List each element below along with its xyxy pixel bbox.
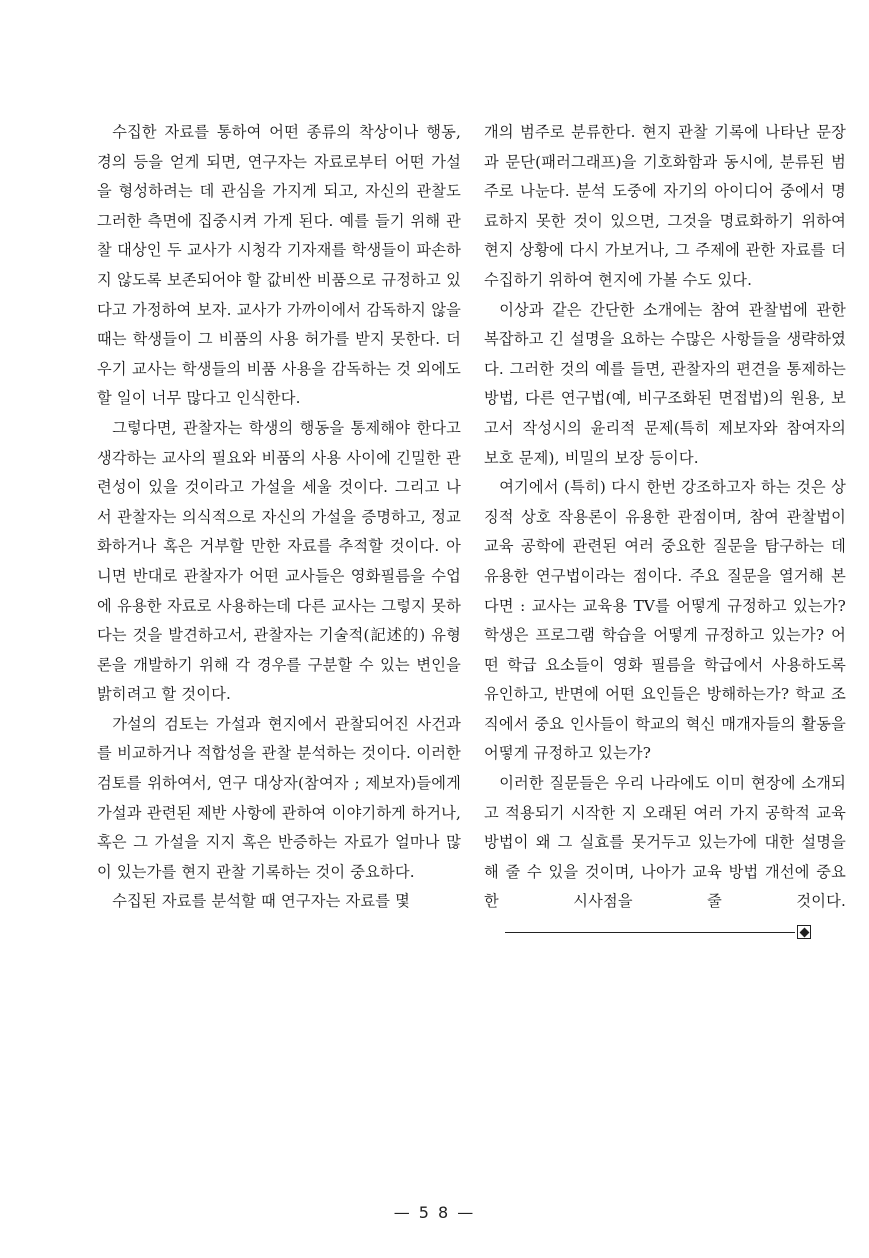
body-paragraph-text: 이러한 질문들은 우리 나라에도 이미 현장에 소개되고 적용되기 시작한 지 오래된 여러 가지 공학적 교육 방법이 왜 그 실효를 못거두고 있는가에 대한 설명을 해 줄 수 있을 것이며, 나아가 교육 방법 개선에 중요한 시사점을 줄 것이다.	[484, 774, 846, 911]
body-paragraph: 개의 범주로 분류한다. 현지 관찰 기록에 나타난 문장과 문단(패러그래프)을 기호화함과 동시에, 분류된 범주로 나눈다. 분석 도중에 자기의 아이디어 중에서 명료하지 못한 것이 있으면, 그것을 명료화하기 위하여 현지 상황에 다시 가보거나, 그 주제에 관한 자료를 더 수집하기 위하여 현지에 가볼 수도 있다.	[484, 123, 846, 289]
right-column	[484, 118, 846, 947]
body-paragraph: 여기에서 (특히) 다시 한번 강조하고자 하는 것은 상징적 상호 작용론이 유용한 관점이며, 참여 관찰법이 교육 공학에 관련된 여러 중요한 질문을 탐구하는 데 유용한 연구법이라는 점이다. 주요 질문을 열거해 본다면 : 교사는 교육용 TV를 어떻게 규정하고 있는가? 학생은 프로그램 학습을 어떻게 규정하고 있는가? 어떤 학급 요소들이 영화 필름을 학급에서 사용하도록 유인하고, 반면에 어떤 요인들은 방해하는가? 학교 조직에서 중요 인사들이 학교의 혁신 매개자들의 활동을 어떻게 규정하고 있는가?	[484, 478, 846, 763]
end-diamond-icon	[797, 925, 811, 939]
body-paragraph: 가설의 검토는 가설과 현지에서 관찰되어진 사건과를 비교하거나 적합성을 관찰 분석하는 것이다. 이러한 검토를 위하여서, 연구 대상자(참여자 ; 제보자)들에게 가설과 관련된 제반 사항에 관하여 이야기하게 하거나, 혹은 그 가설을 지지 혹은 반증하는 자료가 얼마나 많이 있는가를 현지 관찰 기록하는 것이 중요하다.	[97, 714, 461, 881]
body-paragraph: 그렇다면, 관찰자는 학생의 행동을 통제해야 한다고 생각하는 교사의 필요와 비품의 사용 사이에 긴밀한 관련성이 있을 것이라고 가설을 세울 것이다. 그리고 나서 관찰자는 의식적으로 자신의 가설을 증명하고, 정교화하거나 혹은 거부할 만한 자료를 추적할 것이다. 아니면 반대로 관찰자가 어떤 교사들은 영화필름을 수업에 유용한 자료로 사용하는데 다른 교사는 그렇지 못하다는 것을 발견하고서, 관찰자는 기술적(記述的) 유형론을 개발하기 위해 각 경우를 구분할 수 있는 변인을 밝히려고 할 것이다.	[97, 418, 461, 704]
page-number: — 5 8 —	[393, 1203, 476, 1222]
body-paragraph: 수집한 자료를 통하여 어떤 종류의 착상이나 행동, 경의 등을 얻게 되면, 연구자는 자료로부터 어떤 가설을 형성하려는 데 관심을 가지게 되고, 자신의 관찰도 그러한 측면에 집중시켜 가게 된다. 예를 들기 위해 관찰 대상인 두 교사가 시청각 기자재를 학생들이 파손하지 않도록 보존되어야 할 값비싼 비품으로 규정하고 있다고 가정하여 보자. 교사가 가까이에서 감독하지 않을 때는 학생들이 그 비품의 사용 허가를 받지 못한다. 더우기 교사는 학생들의 비품 사용을 감독하는 것 외에도 할 일이 너무 많다고 인식한다.	[97, 123, 461, 408]
article-end-marker	[490, 917, 811, 947]
end-rule	[505, 932, 795, 933]
body-paragraph: 수집된 자료를 분석할 때 연구자는 자료를 몇	[112, 892, 411, 911]
body-paragraph: 이상과 같은 간단한 소개에는 참여 관찰법에 관한 복잡하고 긴 설명을 요하는 수많은 사항들을 생략하였다. 그러한 것의 예를 들면, 관찰자의 편견을 통제하는 방법, 다른 연구법(예, 비구조화된 면접법)의 원용, 보고서 작성시의 윤리적 문제(특히 제보자와 참여자의 보호 문제), 비밀의 보장 등이다.	[484, 300, 846, 467]
left-column	[97, 118, 461, 917]
body-paragraph	[484, 769, 846, 947]
